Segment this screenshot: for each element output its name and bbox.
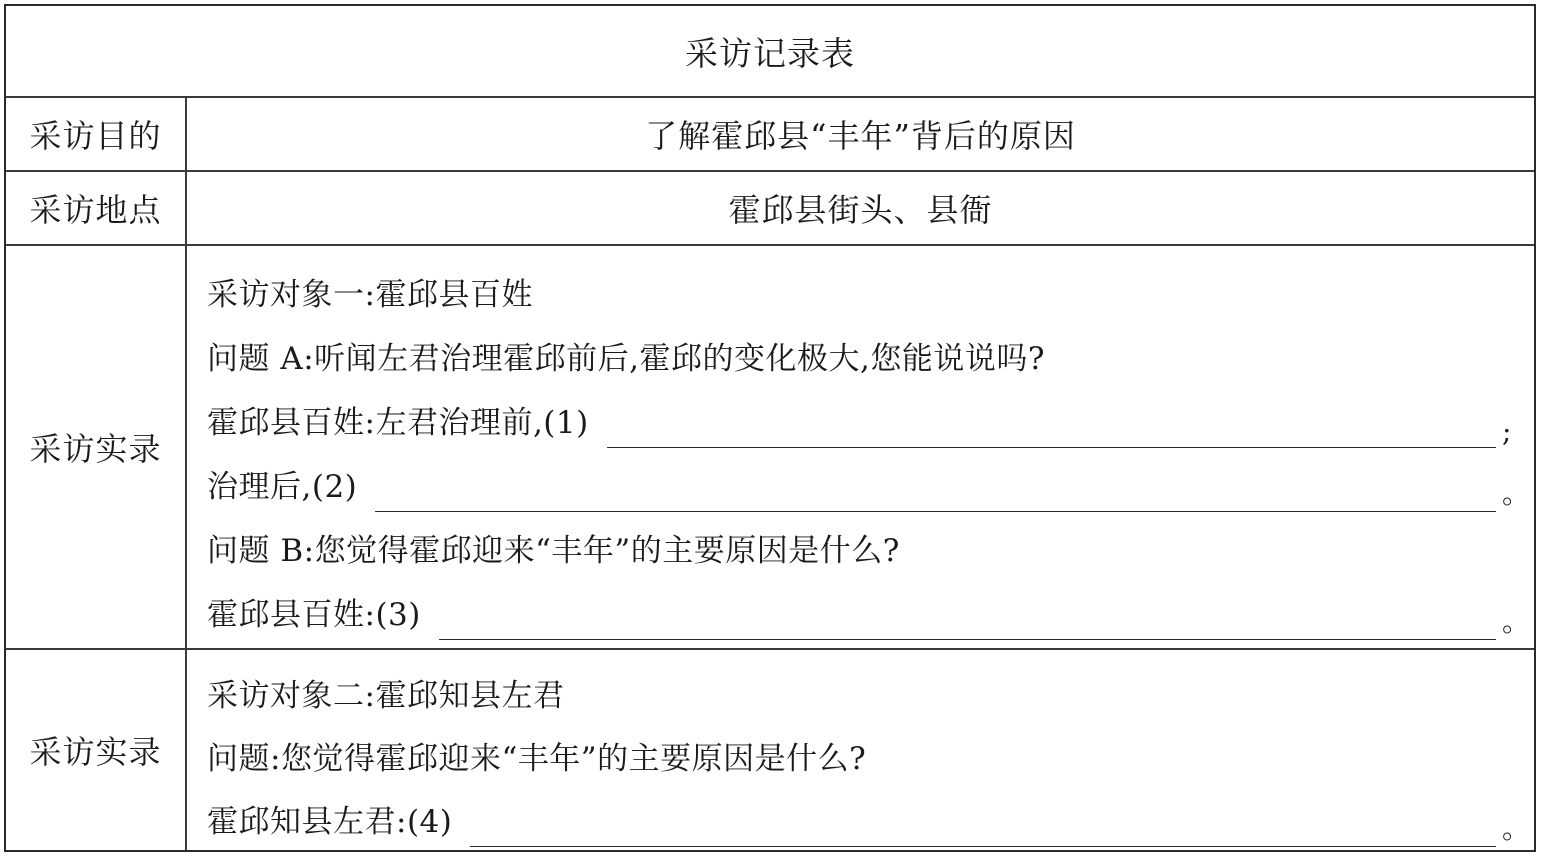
record-1-content	[187, 246, 1534, 648]
interview-record-table	[4, 4, 1536, 852]
answer-2-end: 。	[1502, 477, 1531, 510]
record-2-content	[187, 650, 1534, 850]
answer-4-blank[interactable]	[470, 844, 1496, 847]
answer-1-end: ;	[1502, 415, 1512, 448]
answer-3-end: 。	[1502, 605, 1531, 638]
answer-3-prefix: 霍邱县百姓:(3)	[207, 597, 421, 633]
purpose-value: 了解霍邱县“丰年”背后的原因	[645, 117, 1076, 155]
record-2-question-line	[207, 729, 1520, 792]
table-title: 采访记录表	[685, 33, 855, 73]
record-2-answer-4-line	[207, 792, 1531, 855]
answer-2-prefix: 治理后,(2)	[207, 469, 358, 505]
record-1-subject-line	[207, 264, 1520, 328]
record-1-question-b: 问题 B:您觉得霍邱迎来“丰年”的主要原因是什么?	[207, 533, 900, 569]
record-1-answer-1-line	[207, 392, 1520, 456]
record-1-answer-2-line	[207, 456, 1531, 520]
record-1-label: 采访实录	[6, 246, 187, 648]
record-2-subject-line	[207, 666, 1520, 729]
record-row-1	[6, 244, 1534, 648]
table-title-row	[6, 6, 1534, 96]
record-1-question-a-line	[207, 328, 1520, 392]
record-2-label: 采访实录	[6, 650, 187, 850]
answer-4-prefix: 霍邱知县左君:(4)	[207, 804, 453, 840]
answer-3-blank[interactable]	[439, 637, 1496, 640]
answer-1-blank[interactable]	[607, 445, 1496, 448]
record-1-answer-3-line	[207, 584, 1531, 648]
place-label: 采访地点	[6, 172, 187, 244]
record-1-subject: 采访对象一:霍邱县百姓	[207, 277, 533, 313]
answer-2-blank[interactable]	[375, 509, 1496, 512]
answer-1-prefix: 霍邱县百姓:左君治理前,(1)	[207, 405, 589, 441]
record-1-question-b-line	[207, 520, 1520, 584]
place-row	[6, 170, 1534, 244]
answer-4-end: 。	[1502, 812, 1531, 845]
record-2-subject: 采访对象二:霍邱知县左君	[207, 678, 565, 714]
record-1-question-a: 问题 A:听闻左君治理霍邱前后,霍邱的变化极大,您能说说吗?	[207, 341, 1046, 377]
record-2-question: 问题:您觉得霍邱迎来“丰年”的主要原因是什么?	[207, 741, 867, 777]
place-value: 霍邱县街头、县衙	[728, 191, 993, 229]
purpose-label: 采访目的	[6, 98, 187, 170]
record-row-2	[6, 648, 1534, 850]
purpose-row	[6, 96, 1534, 170]
